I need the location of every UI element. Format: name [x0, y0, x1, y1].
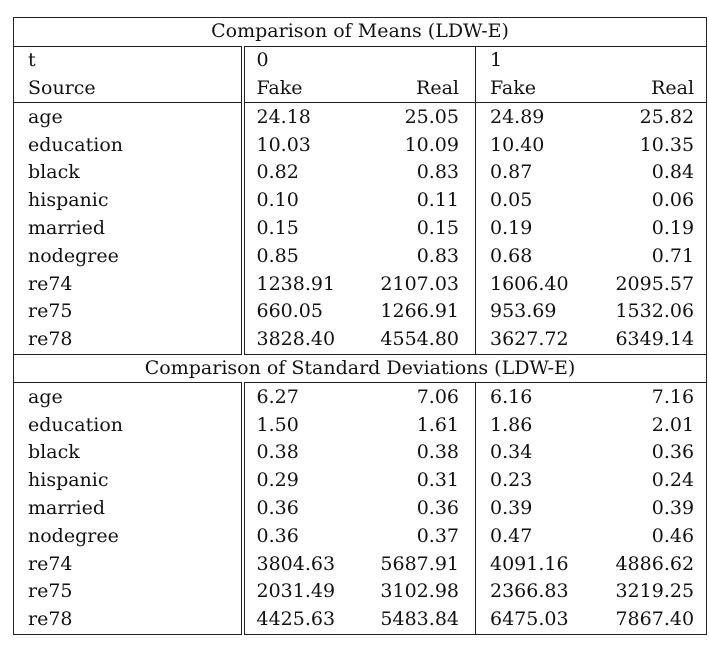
cell-fake-t1: 0.05 — [490, 189, 533, 212]
cell-real-t1: 7867.40 — [595, 606, 707, 634]
stds-row-re78 — [14, 606, 707, 634]
t-header-label: t — [14, 46, 243, 74]
cell-real-t0: 0.38 — [360, 439, 476, 467]
cell-real-t1: 4886.62 — [595, 550, 707, 578]
table-body — [14, 18, 707, 635]
cell-fake-t0: 0.36 — [256, 524, 299, 547]
cell-real-t1: 0.84 — [595, 159, 707, 187]
cell-real-t1: 1532.06 — [595, 298, 707, 326]
cell-real-t1: 0.19 — [595, 215, 707, 243]
stds-row-nodegree — [14, 522, 707, 550]
cell-real-t0: 1266.91 — [360, 298, 476, 326]
cell-fake-t0: 3804.63 — [256, 552, 336, 575]
stds-row-re74 — [14, 550, 707, 578]
stds-row-black — [14, 439, 707, 467]
cell-fake-t0: 4425.63 — [243, 606, 360, 634]
cell-fake-t1: 1.86 — [490, 413, 533, 436]
cell-fake-t0: 3828.40 — [256, 328, 336, 351]
cell-fake-t1: 6.16 — [476, 383, 595, 411]
cell-fake-t1: 2366.83 — [490, 580, 569, 603]
t-value-1-spacer — [595, 46, 707, 74]
source-real-t0: Real — [360, 75, 476, 103]
cell-real-t0: 0.15 — [360, 215, 476, 243]
cell-fake-t0: 1.50 — [256, 413, 299, 436]
cell-fake-t0: 2031.49 — [256, 580, 336, 603]
cell-real-t0: 1.61 — [360, 411, 476, 439]
cell-fake-t0: 10.03 — [256, 133, 311, 156]
means-row-hispanic — [14, 187, 707, 215]
cell-fake-t1: 0.39 — [490, 496, 533, 519]
t-value-1: 1 — [490, 49, 503, 72]
cell-fake-t0: 1238.91 — [256, 272, 336, 295]
row-label: re75 — [14, 298, 243, 326]
row-label: age — [14, 103, 243, 131]
cell-real-t0: 7.06 — [360, 383, 476, 411]
cell-real-t0: 5483.84 — [360, 606, 476, 634]
cell-real-t1: 7.16 — [595, 383, 707, 411]
row-label: nodegree — [14, 242, 243, 270]
t-value-0: 0 — [256, 49, 269, 72]
stds-section-title: Comparison of Standard Deviations (LDW-E) — [14, 354, 707, 383]
comparison-table — [13, 17, 707, 635]
cell-fake-t0: 0.15 — [256, 216, 299, 239]
means-row-re78 — [14, 326, 707, 354]
cell-fake-t1: 1606.40 — [490, 272, 569, 295]
cell-fake-t0: 24.18 — [243, 103, 360, 131]
cell-real-t1: 0.71 — [595, 242, 707, 270]
t-value-0-spacer — [360, 46, 476, 74]
cell-real-t1: 0.46 — [595, 522, 707, 550]
cell-fake-t0: 6.27 — [243, 383, 360, 411]
means-row-age — [14, 103, 707, 131]
means-row-nodegree — [14, 242, 707, 270]
row-label: age — [14, 383, 243, 411]
stds-row-education — [14, 411, 707, 439]
cell-fake-t1: 24.89 — [476, 103, 595, 131]
row-label: black — [14, 159, 243, 187]
cell-fake-t0: 0.85 — [256, 244, 299, 267]
cell-fake-t1: 10.40 — [490, 133, 545, 156]
cell-real-t1: 10.35 — [595, 131, 707, 159]
cell-real-t0: 5687.91 — [360, 550, 476, 578]
means-row-re74 — [14, 270, 707, 298]
source-real-t1: Real — [595, 75, 707, 103]
cell-real-t1: 3219.25 — [595, 578, 707, 606]
cell-fake-t1: 953.69 — [490, 300, 557, 323]
cell-fake-t1: 6475.03 — [476, 606, 595, 634]
source-header-row — [14, 75, 707, 103]
means-row-education — [14, 131, 707, 159]
means-section-header — [14, 18, 707, 47]
row-label: re78 — [14, 606, 243, 634]
cell-real-t0: 25.05 — [360, 103, 476, 131]
row-label: re74 — [14, 270, 243, 298]
row-label: black — [14, 439, 243, 467]
cell-real-t0: 0.83 — [360, 242, 476, 270]
cell-real-t0: 10.09 — [360, 131, 476, 159]
row-label: education — [14, 131, 243, 159]
cell-fake-t1: 0.68 — [490, 244, 533, 267]
cell-fake-t1: 0.87 — [490, 161, 533, 184]
row-label: re78 — [14, 326, 243, 354]
row-label: nodegree — [14, 522, 243, 550]
cell-fake-t1: 3627.72 — [490, 328, 569, 351]
cell-real-t0: 0.11 — [360, 187, 476, 215]
stds-row-hispanic — [14, 467, 707, 495]
t-header-row — [14, 46, 707, 74]
cell-real-t1: 6349.14 — [595, 326, 707, 354]
means-section-title: Comparison of Means (LDW-E) — [14, 18, 707, 47]
cell-real-t1: 2095.57 — [595, 270, 707, 298]
stds-row-age — [14, 383, 707, 411]
cell-fake-t1: 0.47 — [490, 524, 533, 547]
cell-fake-t0: 0.38 — [256, 441, 299, 464]
stds-row-re75 — [14, 578, 707, 606]
row-label: education — [14, 411, 243, 439]
cell-fake-t0: 0.29 — [256, 469, 299, 492]
row-label: married — [14, 215, 243, 243]
cell-real-t0: 2107.03 — [360, 270, 476, 298]
cell-real-t1: 0.24 — [595, 467, 707, 495]
cell-fake-t0: 0.82 — [256, 161, 299, 184]
cell-real-t0: 0.83 — [360, 159, 476, 187]
cell-real-t0: 0.37 — [360, 522, 476, 550]
means-row-re75 — [14, 298, 707, 326]
row-label: re74 — [14, 550, 243, 578]
row-label: hispanic — [14, 187, 243, 215]
source-header-label: Source — [14, 75, 243, 103]
row-label: hispanic — [14, 467, 243, 495]
cell-real-t0: 4554.80 — [360, 326, 476, 354]
stds-section-header — [14, 354, 707, 383]
stds-row-married — [14, 495, 707, 523]
row-label: re75 — [14, 578, 243, 606]
cell-real-t1: 0.06 — [595, 187, 707, 215]
cell-real-t0: 0.31 — [360, 467, 476, 495]
cell-real-t1: 25.82 — [595, 103, 707, 131]
cell-fake-t0: 0.10 — [256, 189, 299, 212]
means-row-black — [14, 159, 707, 187]
cell-fake-t0: 660.05 — [256, 300, 323, 323]
cell-real-t0: 3102.98 — [360, 578, 476, 606]
cell-real-t1: 2.01 — [595, 411, 707, 439]
source-fake-t0: Fake — [256, 76, 303, 99]
cell-fake-t0: 0.36 — [256, 496, 299, 519]
source-fake-t1: Fake — [490, 76, 536, 99]
cell-fake-t1: 0.34 — [490, 441, 533, 464]
cell-real-t1: 0.39 — [595, 495, 707, 523]
means-row-married — [14, 215, 707, 243]
cell-fake-t1: 4091.16 — [490, 552, 569, 575]
cell-real-t0: 0.36 — [360, 495, 476, 523]
cell-fake-t1: 0.23 — [490, 469, 533, 492]
cell-real-t1: 0.36 — [595, 439, 707, 467]
cell-fake-t1: 0.19 — [490, 216, 533, 239]
row-label: married — [14, 495, 243, 523]
